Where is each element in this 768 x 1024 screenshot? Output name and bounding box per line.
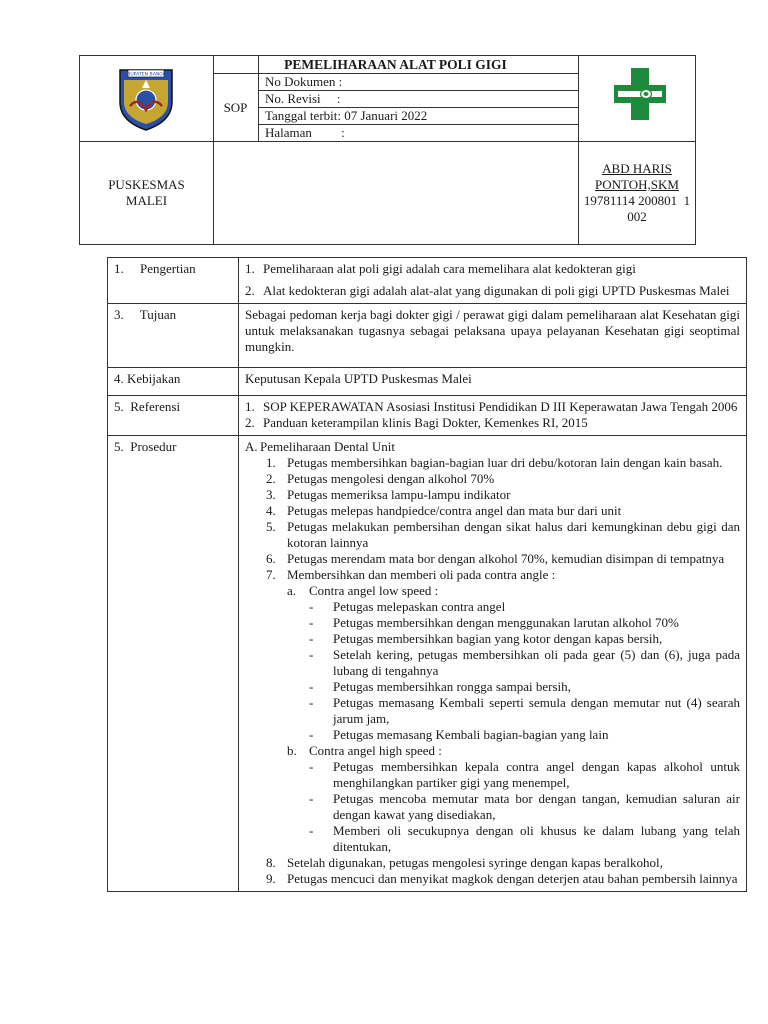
- list-item: 9. Petugas mencuci dan menyikat magkok dengan deterjen atau bahan pembersih lainnya: [266, 871, 738, 886]
- sop-content-table: [107, 257, 747, 892]
- bullet-list: [309, 759, 740, 855]
- document-header: [79, 55, 696, 245]
- section-label: 3. Tujuan: [108, 304, 239, 367]
- list-item: 3. Petugas memeriksa lampu-lampu indikator: [266, 487, 511, 502]
- section-text: Keputusan Kepala UPTD Puskesmas Malei: [245, 371, 472, 386]
- page-number: Halaman :: [265, 125, 345, 140]
- list-item: 2. Panduan keterampilan klinis Bagi Dokter, Kemenkes RI, 2015: [245, 415, 588, 430]
- regency-logo: [116, 66, 176, 132]
- issue-date: Tanggal terbit: 07 Januari 2022: [265, 108, 428, 123]
- health-cross-logo: [610, 64, 670, 124]
- list-item: 4. Petugas melepas handpiedce/contra angel dan mata bur dari unit: [266, 503, 622, 518]
- section-referensi: [108, 396, 746, 436]
- list-item: 2. Alat kedokteran gigi adalah alat-alat yang digunakan di poli gigi UPTD Puskesmas Malei: [245, 283, 730, 298]
- section-label: 5. Prosedur: [108, 436, 239, 891]
- sub-item: b. Contra angel high speed : - Petugas membersihkan kepala contra angel dengan kapas alkohol untuk menghilangkan partiker gigi yang menempel, - Petugas mencoba memutar mata bor dengan tangan, kemudian saluran air dengan kawat yang disediakan, - Memberi oli secukupnya dengan oli khusus ke dalam lubang yang telah ditentukan,: [287, 743, 740, 854]
- signer-block: ABD HARIS PONTOH,SKM 19781114 200801 1 002: [579, 161, 695, 225]
- list-item: 1. Pemeliharaan alat poli gigi adalah cara memelihara alat kedokteran gigi: [245, 261, 636, 276]
- bullet-list: [309, 599, 740, 743]
- bullet-item: - Petugas memasang Kembali bagian-bagian yang lain: [309, 727, 609, 742]
- bullet-item: - Petugas membersihkan kepala contra angel dengan kapas alkohol untuk menghilangkan partiker gigi yang menempel,: [309, 759, 740, 790]
- procedure-heading: A. Pemeliharaan Dental Unit: [245, 439, 396, 454]
- bullet-item: - Petugas membersihkan bagian yang kotor dengan kapas bersih,: [309, 631, 663, 646]
- section-kebijakan: [108, 368, 746, 396]
- signer-name: ABD HARIS: [602, 161, 672, 176]
- section-label: 1. Pengertian: [108, 258, 239, 303]
- bullet-item: - Petugas mencoba memutar mata bor dengan tangan, kemudian saluran air dengan kawat yang disediakan,: [309, 791, 740, 822]
- logo-text: KABUPATEN BANGGAI: [121, 72, 171, 78]
- signer-id: 19781114 200801 1: [583, 193, 691, 208]
- bullet-item: - Setelah kering, petugas membersihkan oli pada gear (5) dan (6), juga pada lubang di tengahnya: [309, 647, 740, 678]
- procedure-steps: [245, 455, 740, 887]
- sub-item: a. Contra angel low speed : - Petugas melepaskan contra angel - Petugas membersihkan dengan menggunakan larutan alkohol 70% - Petugas membersihkan bagian yang kotor dengan kapas bersih, - Setelah kering, petugas membersihkan oli pada gear (5) dan (6), juga pada lubang di tengahnya - Petugas membersihkan rongga sampai bersih, - Petugas memasang Kembali seperti semula dengan memutar nut (4) searah jarum jam, - Petugas memasang Kembali bagian-bagian yang lain: [287, 583, 740, 742]
- sop-label: SOP: [223, 100, 248, 115]
- section-tujuan: [108, 304, 746, 368]
- section-label: 4. Kebijakan: [108, 368, 239, 395]
- section-pengertian: [108, 258, 746, 304]
- sub-list: [287, 583, 740, 855]
- section-label: 5. Referensi: [108, 396, 239, 435]
- list-item: 8. Setelah digunakan, petugas mengolesi syringe dengan kapas beralkohol,: [266, 855, 663, 870]
- document-title: PEMELIHARAAN ALAT POLI GIGI: [284, 57, 507, 72]
- section-prosedur: [108, 436, 746, 891]
- organization-name: PUSKESMAS MALEI: [108, 177, 185, 208]
- list-item: 5. Petugas melakukan pembersihan dengan sikat halus dari kemungkinan debu gigi dan kotoran lainnya: [266, 519, 740, 550]
- doc-number: No Dokumen :: [265, 74, 343, 89]
- list-item: 2. Petugas mengolesi dengan alkohol 70%: [266, 471, 495, 486]
- bullet-item: - Petugas membersihkan rongga sampai bersih,: [309, 679, 571, 694]
- bullet-item: - Petugas membersihkan dengan menggunakan larutan alkohol 70%: [309, 615, 679, 630]
- list-item: 1. Petugas membersihkan bagian-bagian luar dri debu/kotoran lain dengan kain basah.: [266, 455, 723, 470]
- list-item: 7. Membersihkan dan memberi oli pada contra angle : a. Contra angel low speed : - Petugas melepaskan contra angel - Petugas membersihkan dengan menggunakan larutan alkohol 70% - Petugas membersihkan bagian yang kotor dengan kapas bersih, - Setelah kering, petugas membersihkan oli pada gear (5) dan (6), juga pada lubang di tengahnya - Petugas membersihkan rongga sampai bersih, - Petugas memasang Kembali seperti semula dengan memutar nut (4) searah jarum jam, - Petugas memasang Kembali bagian-bagian yang lain b. Contra angel high speed : - Petugas membersihkan kepala contra angel dengan kapas alkohol untuk menghilangkan partiker gigi yang menempel, - Petugas mencoba memutar mata bor dengan tangan, kemudian saluran air dengan kawat yang disediakan, - Memberi oli secukupnya dengan oli khusus ke dalam lubang yang telah ditentukan,: [266, 567, 740, 854]
- revision-number: No. Revisi :: [265, 91, 341, 106]
- list-item: 6. Petugas merendam mata bor dengan alkohol 70%, kemudian disimpan di tempatnya: [266, 551, 725, 566]
- bullet-item: - Petugas memasang Kembali seperti semula dengan memutar nut (4) searah jarum jam,: [309, 695, 740, 726]
- section-text: Sebagai pedoman kerja bagi dokter gigi / perawat gigi dalam pemeliharaan alat Kesehatan gigi untuk melaksanakan tugasnya sebagai pelaksana upaya pelayanan Kesehatan gigi seoptimal mungkin.: [245, 307, 740, 354]
- bullet-item: - Memberi oli secukupnya dengan oli khusus ke dalam lubang yang telah ditentukan,: [309, 823, 740, 854]
- list-item: 1. SOP KEPERAWATAN Asosiasi Institusi Pendidikan D III Keperawatan Jawa Tengah 2006: [245, 399, 738, 414]
- bullet-item: - Petugas melepaskan contra angel: [309, 599, 506, 614]
